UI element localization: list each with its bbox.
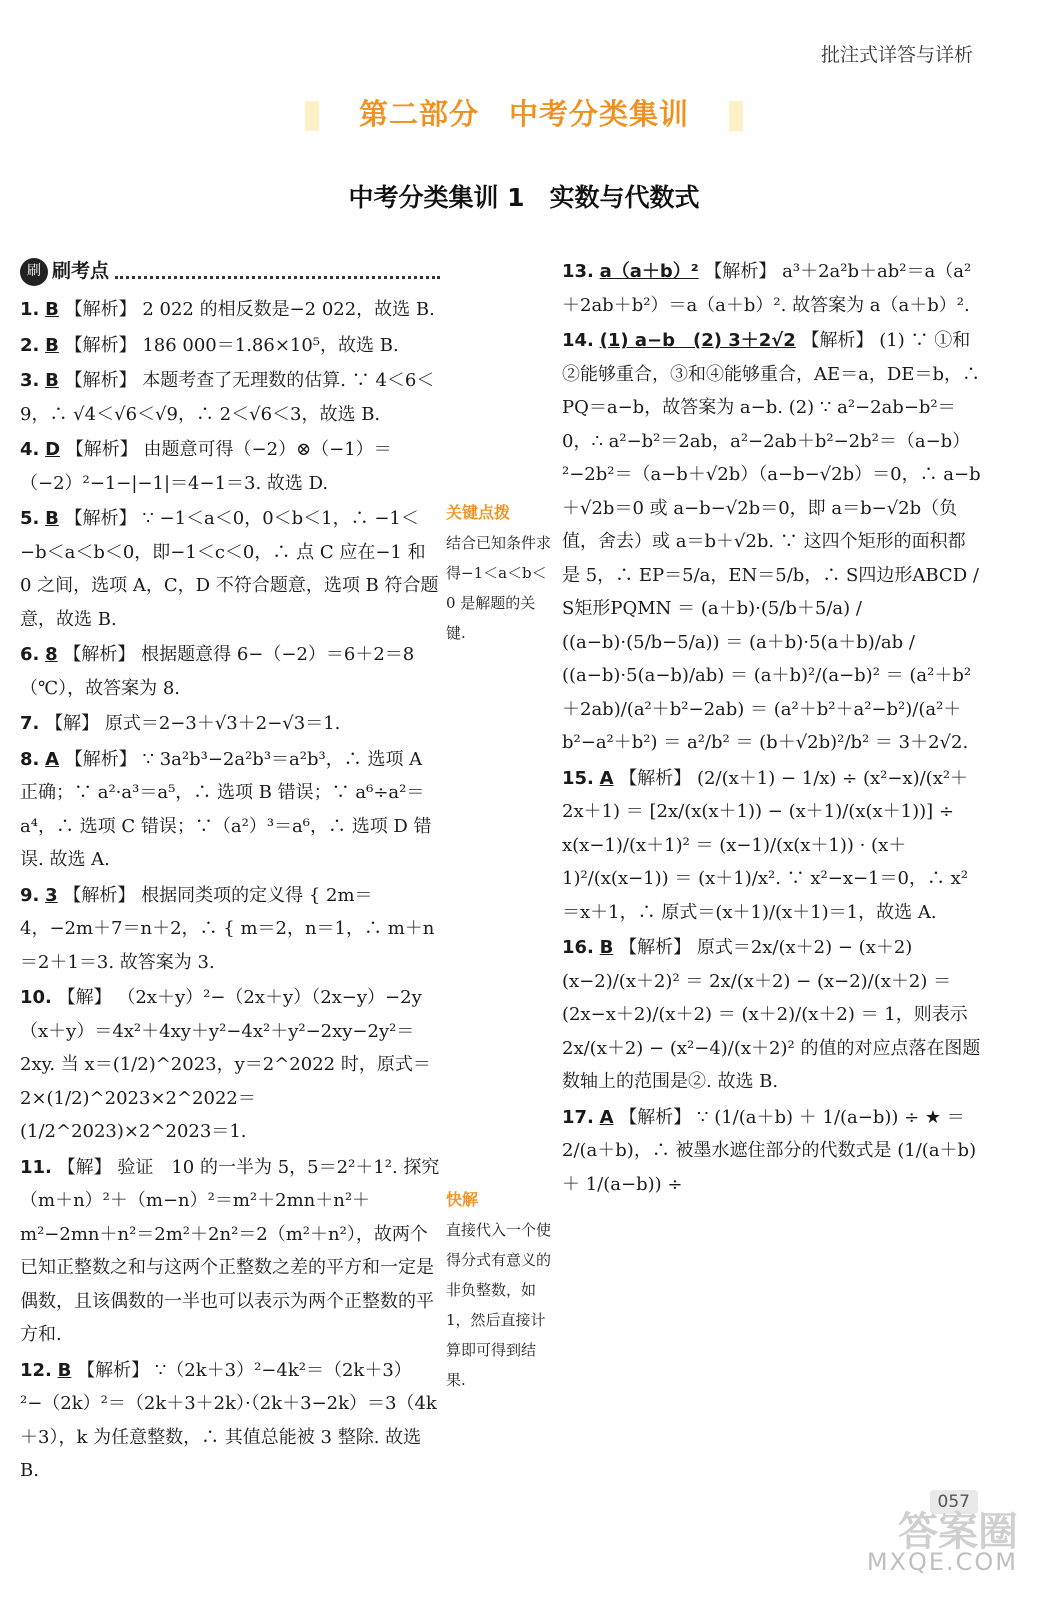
answer-item [20,433,440,500]
answer-item [20,1354,440,1488]
item-text: 本题考查了无理数的估算. ∵ 4＜6＜9，∴ √4＜√6＜√9，∴ 2＜√6＜3，故选 B. [20,370,435,425]
item-number: 6. [20,644,40,665]
item-answer: B [45,508,59,529]
page-number: 057 [930,1490,978,1514]
item-tag: 【解】 [45,713,100,734]
item-answer: 8 [45,644,58,665]
item-tag: 【解析】 [64,370,137,391]
item-number: 16. [562,937,594,958]
side-note-quick [446,1185,552,1395]
item-text: (2/(x＋1) − 1/x) ÷ (x²−x)/(x²＋2x＋1) ＝ [2x/(x(x＋1)) − (x＋1)/(x(x＋1))] ÷ x(x−1)/(x＋1)² ＝ (x−1)/(x(x＋1)) · (x＋1)²/(x(x−1)) ＝ (x＋1)/x². ∵ x²−x−1＝0，∴ x²＝x＋1，∴ 原式＝(x＋1)/(x＋1)＝1，故选 A. [562,767,969,923]
item-text: 186 000＝1.86×10⁵，故选 B. [142,334,399,356]
item-text: 根据同类项的定义得 { 2m＝4，−2m＋7＝n＋2，∴ { m＝2，n＝1，∴ m＋n＝2＋1＝3. 故答案为 3. [20,884,435,973]
item-number: 8. [20,748,40,770]
right-column [562,255,982,1203]
answer-item [562,1101,982,1202]
item-tag: 【解析】 [65,439,138,460]
item-number: 2. [20,334,40,356]
side-note-key-title: 关键点拨 [446,503,511,522]
item-answer: a（a＋b）² [599,261,699,282]
item-answer: 3 [45,884,58,906]
answer-item [562,762,982,930]
answer-item [20,502,440,636]
item-answer: B [45,334,59,356]
item-text: 由题意可得（−2）⊗（−1）＝（−2）²−1−|−1|＝4−1＝3. 故选 D. [20,439,392,494]
pencil-badge-icon: 刷 [20,258,48,286]
side-note-quick-title: 快解 [446,1190,479,1209]
item-number: 17. [562,1106,594,1128]
item-text: 验证 10 的一半为 5，5＝2²＋1². 探究 （m＋n）²＋（m−n）²＝m²＋2mn＋n²＋m²−2mn＋n²＝2m²＋2n²＝2（m²＋n²），故两个已知正整数之和与这两个正整数之差的平方和一定是偶数，且该偶数的一半也可以表示为两个正整数的平方和. [20,1156,458,1345]
item-text: （2x＋y）²−（2x＋y）（2x−y）−2y（x＋y）＝4x²＋4xy＋y²−4x²＋y²−2xy−2y²＝2xy. 当 x＝(1/2)^2023，y＝2^2022 时，原式＝2×(1/2)^2023×2^2022＝(1/2^2023)×2^2023＝1. [20,987,431,1142]
item-answer: (1) a−b (2) 3＋2√2 [599,330,796,351]
section-badge [20,255,440,289]
item-tag: 【解析】 [63,644,136,665]
item-tag: 【解】 [57,987,112,1008]
item-number: 5. [20,508,40,529]
decor-bar-right [729,101,743,131]
side-note-key [446,498,552,648]
answer-item [20,1151,458,1352]
item-number: 12. [20,1359,52,1381]
answer-item [20,981,440,1149]
item-tag: 【解析】 [64,748,137,770]
left-column [20,255,458,1490]
item-number: 1. [20,299,40,320]
item-answer: B [57,1359,72,1381]
watermark-url: MXQE.COM [866,1548,1018,1576]
item-text: 2 022 的相反数是−2 022，故选 B. [142,299,435,320]
item-number: 14. [562,330,594,351]
answer-item [20,879,440,980]
item-answer: B [45,370,59,391]
item-tag: 【解析】 [64,334,137,356]
answer-item [562,931,982,1099]
decor-bar-left [305,101,319,131]
left-answer-list [20,293,458,1488]
side-note-key-text: 结合已知条件求得−1＜a＜b＜0 是解题的关键. [446,534,552,642]
item-number: 11. [20,1156,52,1178]
item-answer: A [599,1106,614,1128]
item-text: ∵ (1/(a＋b) ＋ 1/(a−b)) ÷ ★ ＝ 2/(a＋b)，∴ 被墨水遮住部分的代数式是 (1/(a＋b) ＋ 1/(a−b)) ÷ [562,1106,977,1195]
item-answer: A [45,748,60,770]
item-text: a³＋2a²b＋ab²＝a（a²＋2ab＋b²）＝a（a＋b）². 故答案为 a（a＋b）². [562,261,972,316]
right-answer-list [562,255,982,1201]
item-answer: B [45,299,59,320]
answer-item [20,293,440,327]
item-text: 原式＝2−3＋√3＋2−√3＝1. [104,713,341,734]
section-title: 中考分类集训 1 实数与代数式 [348,183,700,212]
answer-item [562,255,982,322]
item-number: 15. [562,767,594,789]
item-answer: D [45,439,61,460]
item-tag: 【解析】 [64,299,137,320]
item-tag: 【解析】 [64,508,137,529]
item-number: 3. [20,370,40,391]
item-number: 7. [20,713,40,734]
dotted-divider [115,266,440,279]
item-tag: 【解析】 [77,1359,150,1381]
item-tag: 【解析】 [801,330,874,351]
item-number: 10. [20,987,52,1008]
side-note-quick-text: 直接代入一个使得分式有意义的非负整数，如 1，然后直接计算即可得到结果. [446,1221,552,1389]
item-text: 原式＝2x/(x＋2) − (x＋2)(x−2)/(x＋2)² ＝ 2x/(x＋2) − (x−2)/(x＋2) ＝ (2x−x＋2)/(x＋2) ＝ (x＋2)/(x＋2) ＝ 1，则表示 2x/(x＋2) − (x²−4)/(x＋2)² 的值的对应点落在图题数轴上的范围是②. 故选 B. [562,937,981,1092]
item-number: 13. [562,261,594,282]
item-text: ∵（2k＋3）²−4k²＝（2k＋3）²−（2k）²＝（2k＋3＋2k）·（2k＋3−2k）＝3（4k＋3），k 为任意整数，∴ 其值总能被 3 整除. 故选 B. [20,1359,437,1481]
item-answer: A [599,767,614,789]
answer-item [20,743,440,877]
badge-label: 刷考点 [52,260,110,283]
item-text: ∵ 3a²b³−2a²b³＝a²b³，∴ 选项 A 正确；∵ a²·a³＝a⁵，∴ 选项 B 错误；∵ a⁶÷a²＝a⁴，∴ 选项 C 错误；∵（a²）³＝a⁶，∴ 选项 D 错误. 故选 A. [20,748,432,870]
item-tag: 【解析】 [704,261,777,282]
answer-item [20,329,440,363]
item-tag: 【解析】 [619,767,692,789]
item-tag: 【解】 [57,1156,112,1178]
answer-item [20,364,440,431]
item-text: 根据题意得 6−（−2）＝6＋2＝8（℃），故答案为 8. [20,644,415,699]
item-tag: 【解析】 [63,884,136,906]
item-tag: 【解析】 [619,1106,692,1128]
answer-item [20,638,440,705]
item-text: (1) ∵ ①和②能够重合，③和④能够重合，AE＝a，DE＝b，∴ PQ＝a−b，故答案为 a−b. (2) ∵ a²−2ab−b²＝0，∴ a²−b²＝2ab，a²−2ab＋b²−2b²＝（a−b）²−2b²＝（a−b＋√2b）（a−b−√2b）＝0，∴ a−b＋√2b＝0 或 a−b−√2b＝0，即 a＝b−√2b（负值，舍去）或 a＝b＋√2b. ∵ 这四个矩形的面积都是 5，∴ EP＝5/a，EN＝5/b，∴ S四边形ABCD / S矩形PQMN ＝ (a＋b)·(5/b＋5/a) / ((a−b)·(5/b−5/a)) ＝ (a＋b)·5(a＋b)/ab / ((a−b)·5(a−b)/ab) ＝ (a＋b)²/(a−b)² ＝ (a²＋b²＋2ab)/(a²＋b²−2ab) ＝ (a²＋b²＋a²−b²)/(a²＋b²−a²＋b²) ＝ a²/b² ＝ (b＋√2b)²/b² ＝ 3＋2√2. [562,330,981,753]
item-text: ∵ −1＜a＜0，0＜b＜1，∴ −1＜−b＜a＜b＜0，即−1＜c＜0，∴ 点 C 应在−1 和 0 之间，选项 A，C，D 不符合题意，选项 B 符合题意，故选 B. [20,508,439,630]
header-book-title: 批注式详答与详析 [820,44,973,66]
item-number: 4. [20,439,40,460]
answer-item [562,324,982,760]
item-tag: 【解析】 [619,937,692,958]
item-number: 9. [20,884,40,906]
part-title: 第二部分 中考分类集训 [358,97,689,131]
watermark-logo: 答案圈 [898,1509,1018,1555]
part-title-wrap [0,92,1048,133]
item-answer: B [599,937,614,958]
answer-item [20,707,440,741]
